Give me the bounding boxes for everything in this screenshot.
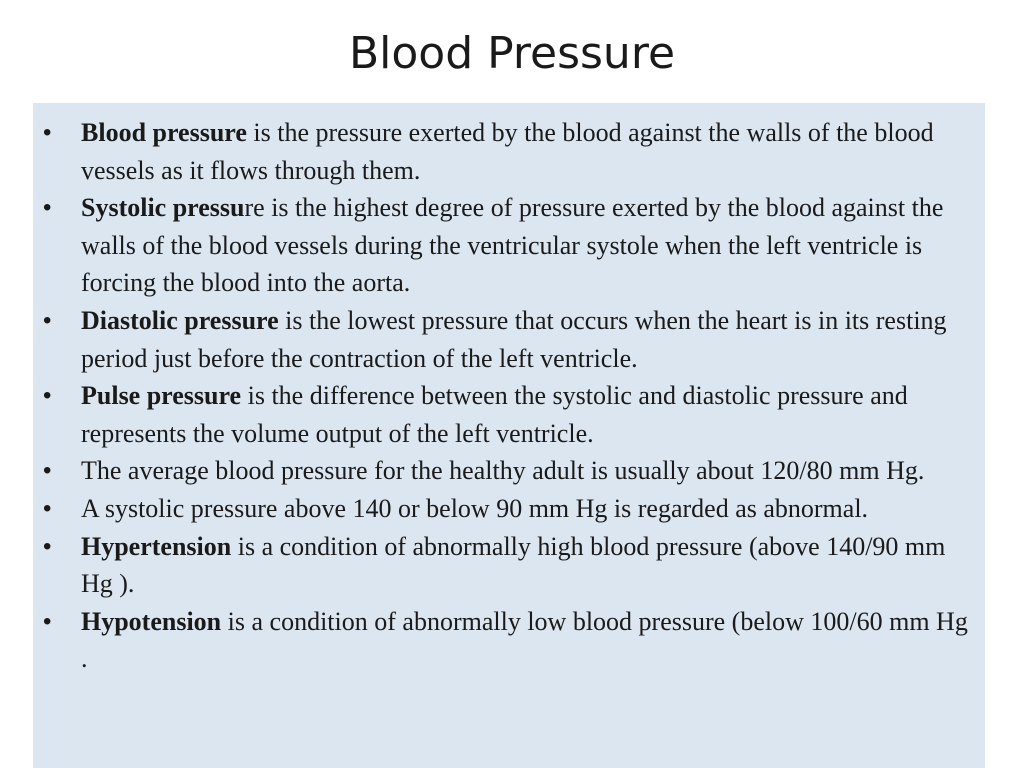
bullet-item [33, 114, 971, 189]
bullet-point-icon: • [43, 457, 52, 485]
bullet-item [33, 302, 971, 377]
bullet-item [33, 528, 971, 603]
bullet-text: A systolic pressure above 140 or below 90 mm Hg is regarded as abnormal. [81, 493, 869, 523]
bullet-list [33, 114, 971, 678]
bullet-point-icon: • [43, 607, 52, 635]
bullet-point-icon: • [43, 532, 52, 560]
bullet-term: Pulse pressure [81, 381, 242, 411]
bullet-point-icon: • [43, 119, 52, 146]
bullet-point-icon: • [43, 382, 52, 410]
bullet-text: The average blood pressure for the healthy adult is usually about 120/80 mm Hg. [81, 456, 925, 486]
bullet-text: is a condition of abnormally high blood pressure (above 140/90 mm Hg ). [81, 531, 946, 599]
bullet-term: Hypertension [81, 531, 232, 561]
bullet-point-icon: • [43, 194, 52, 222]
bullet-text: is the lowest pressure that occurs when the heart is in its resting period just before the contraction of the left ventricle. [81, 305, 947, 373]
slide-title: Blood Pressure [348, 28, 676, 79]
bullet-term: Blood pressure [81, 118, 247, 147]
bullet-text: re is the highest degree of pressure exerted by the blood against the walls of the blood vessels during the ventricular systole when the left ventricle is forcing the blood into the aorta. [81, 193, 944, 298]
bullet-term: Systolic pressu [81, 193, 245, 223]
bullet-item [33, 603, 971, 678]
bullet-term: Diastolic pressure [81, 305, 279, 335]
bullet-text: is the difference between the systolic and diastolic pressure and represents the volume output of the left ventricle. [81, 381, 908, 448]
bullet-term: Hypotension [81, 606, 222, 636]
bullet-item [33, 452, 971, 490]
content-box [33, 103, 985, 768]
bullet-item [33, 490, 971, 528]
bullet-point-icon: • [43, 494, 52, 522]
bullet-text: is the pressure exerted by the blood against the walls of the blood vessels as it flows through them. [81, 118, 934, 185]
bullet-point-icon: • [43, 306, 52, 334]
bullet-item [33, 377, 971, 452]
bullet-text: is a condition of abnormally low blood pressure (below 100/60 mm Hg . [81, 606, 968, 674]
bullet-item [33, 189, 971, 302]
